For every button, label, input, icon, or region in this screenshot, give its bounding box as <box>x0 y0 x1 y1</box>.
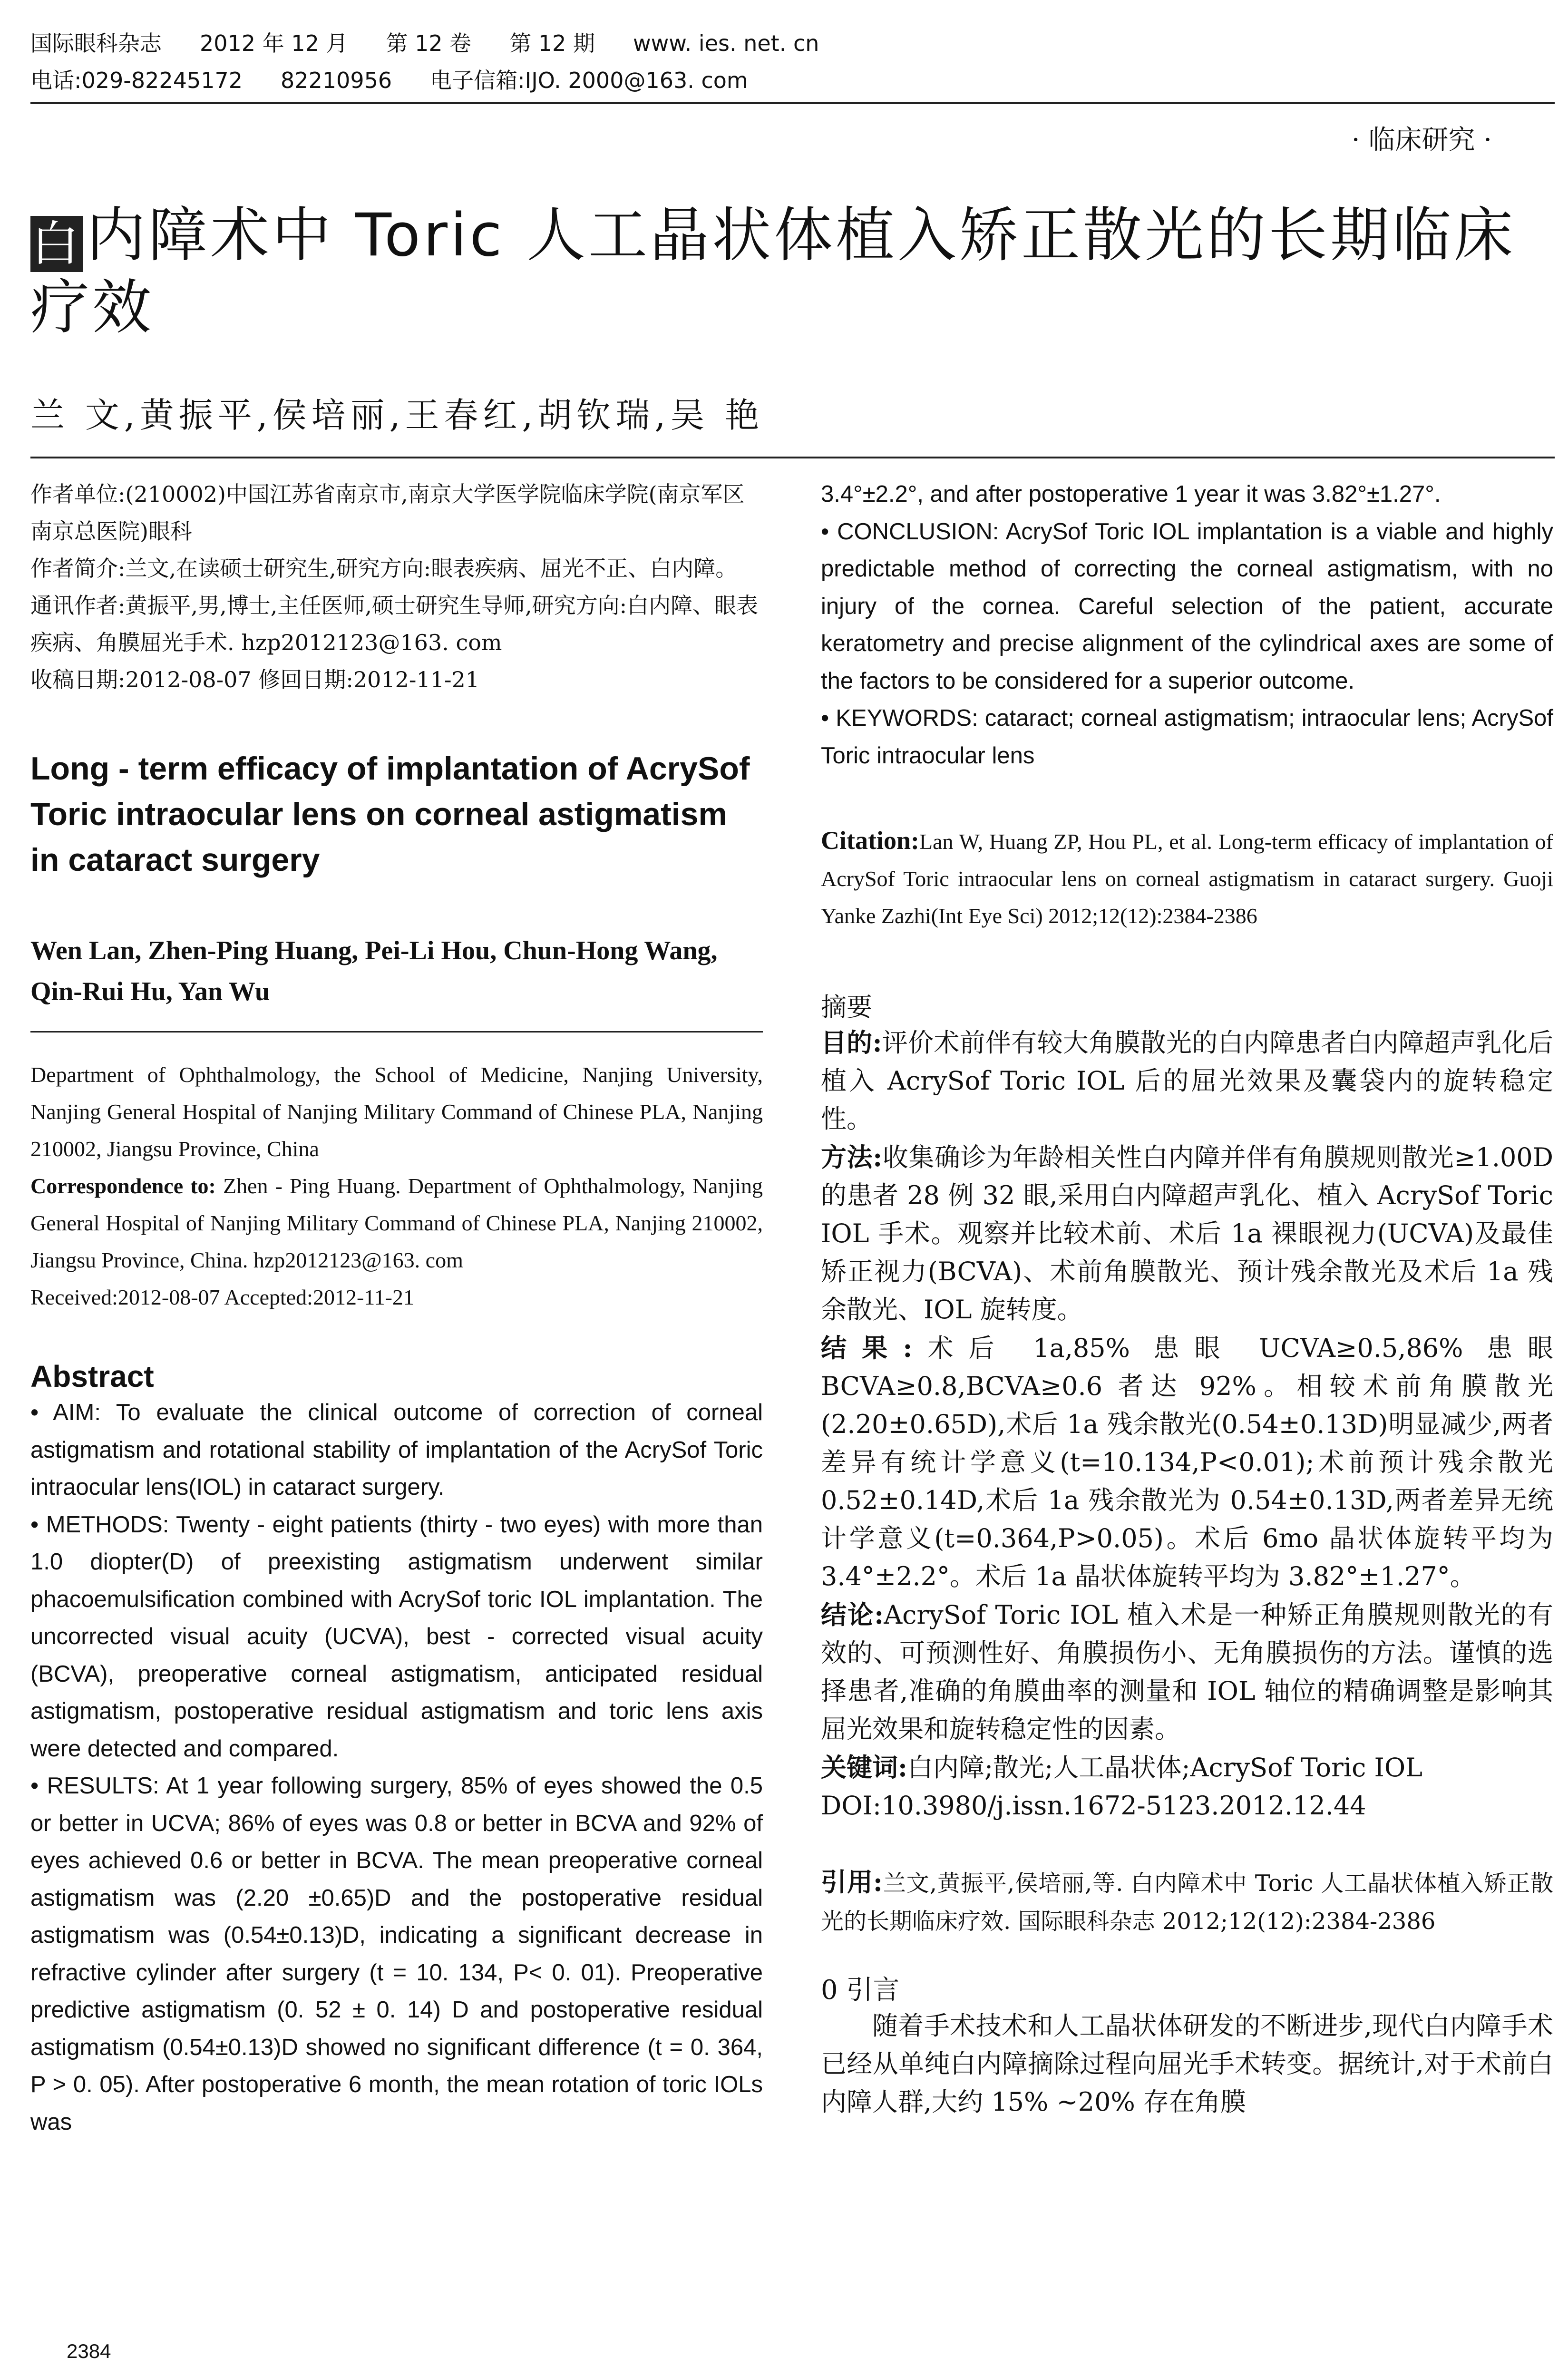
results-text: 术后 1a,85% 患眼 UCVA≥0.5,86% 患眼 BCVA≥0.8,BCVA≥0.6 者达 92%。相较术前角膜散光(2.20±0.65D),术后 1a 残余散光(0.54±0.13D)明显减少,两者差异有统计学意义(t=10.134,P<0.01);术前预计残余散光 0.52±0.14D,术后 1a 残余散光为 0.54±0.13D,两者差异无统计学意义(t=0.364,P>0.05)。术后 6mo 晶状体旋转平均为 3.4°±2.2°。术后 1a 晶状体旋转平均为 3.82°±1.27°。 <box>821 1333 1554 1591</box>
authors-rule <box>30 1031 763 1033</box>
english-authors: Wen Lan, Zhen-Ping Huang, Pei-Li Hou, Chun-Hong Wang, Qin-Rui Hu, Yan Wu <box>30 936 718 1006</box>
title-text: 内障术中 Toric 人工晶状体植入矫正散光的长期临床疗效 <box>30 201 1516 342</box>
journal-header <box>30 25 857 99</box>
english-title: Long - term efficacy of implantation of AcrySof Toric intraocular lens on corneal astigmatism in cataract surgery <box>30 750 750 878</box>
received-dates: Received:2012-08-07 Accepted:2012-11-21 <box>30 1285 414 1309</box>
volume: 第 12 卷 <box>386 30 472 56</box>
title-rule <box>30 457 1555 458</box>
author-unit: 作者单位:(210002)中国江苏省南京市,南京大学医学院临床学院(南京军区南京总医院)眼科 <box>30 481 745 544</box>
header-line-1 <box>30 25 857 62</box>
conclusion-cn <box>821 1596 1553 1748</box>
email: 电子信箱:IJO. 2000@163. com <box>430 68 748 93</box>
conclusion-label: 结论: <box>821 1599 884 1630</box>
title-initial: 白 <box>31 216 82 272</box>
correspondence-label: Correspondence to: <box>30 1174 216 1198</box>
citation-label: Citation: <box>821 826 919 855</box>
affiliation: Department of Ophthalmology, the School of Medicine, Nanjing University, Nanjing General Hospital of Nanjing Military Command of Chinese PLA, Nanjing 210002, Jiangsu Province, China <box>30 1062 763 1161</box>
left-column <box>30 476 763 2141</box>
journal-name: 国际眼科杂志 <box>30 30 162 56</box>
methods-label: 方法: <box>821 1142 883 1172</box>
purpose-text: 评价术前伴有较大角膜散光的白内障患者白内障超声乳化后植入 AcrySof Toric IOL 后的屈光效果及囊袋内的旋转稳定性。 <box>821 1028 1553 1134</box>
correspondence <box>30 1168 763 1279</box>
intro-heading: 0 引言 <box>821 1975 900 2006</box>
corresponding-author: 通讯作者:黄振平,男,博士,主任医师,硕士研究生导师,研究方向:白内障、眼表疾病、角膜屈光手术. hzp2012123@163. com <box>30 593 759 655</box>
purpose-label: 目的: <box>821 1027 882 1058</box>
results-cn <box>821 1329 1553 1596</box>
keywords-label: 关键词: <box>821 1752 907 1783</box>
phone: 电话:029-82245172 <box>30 68 243 93</box>
header-rule <box>30 102 1555 104</box>
keywords-cn <box>821 1748 1553 1787</box>
issue-date: 2012 年 12 月 <box>200 30 348 56</box>
abstract-keywords: • KEYWORDS: cataract; corneal astigmatism; intraocular lens; AcrySof Toric intraocular lens <box>821 705 1553 769</box>
abstract-results: • RESULTS: At 1 year following surgery, 85% of eyes showed the 0.5 or better in UCVA; 86% of eyes was 0.8 or better in BCVA and 92% of eyes achieved 0.6 or better in BCVA. The mean preoperative corneal astigmatism was (2.20 ±0.65)D and the postoperative residual astigmatism was (0.54±0.13)D, indicating a significant decrease in refractive cylinder after surgery (t = 10. 134, P< 0. 01). Preoperative predictive astigmatism (0. 52 ± 0. 14) D and postoperative residual astigmatism (0.54±0.13)D showed no significant difference (t = 0. 364, P > 0. 05). After postoperative 6 month, the mean rotation of toric IOLs was <box>30 1773 763 2135</box>
page-number: 2384 <box>67 2340 111 2362</box>
section-tag: · 临床研究 · <box>1351 125 1492 156</box>
conclusion-text: AcrySof Toric IOL 植入术是一种矫正角膜规则散光的有效的、可预测性好、角膜损伤小、无角膜损伤的方法。谨慎的选择患者,准确的角膜曲率的测量和 IOL 轴位的精确调整是影响其屈光效果和旋转稳定性的因素。 <box>821 1600 1554 1744</box>
author-bio: 作者简介:兰文,在读硕士研究生,研究方向:眼表疾病、屈光不正、白内障。 <box>30 555 738 581</box>
abstract-results-cont: 3.4°±2.2°, and after postoperative 1 year it was 3.82°±1.27°. <box>821 481 1441 507</box>
issue: 第 12 期 <box>509 30 595 56</box>
abstract-conclusion: • CONCLUSION: AcrySof Toric IOL implantation is a viable and highly predictable method of correcting the corneal astigmatism, with no injury of the cornea. Careful selection of the patient, accurate keratometry and precise alignment of the cylindrical axes are some of the factors to be considered for a superior outcome. <box>821 518 1553 694</box>
website: www. ies. net. cn <box>633 30 819 56</box>
abstract-aim: • AIM: To evaluate the clinical outcome of correction of corneal astigmatism and rotational stability of implantation of the AcrySof Toric intraocular lens(IOL) in cataract surgery. <box>30 1400 763 1500</box>
abstract-cn-heading: 摘要 <box>821 992 872 1022</box>
citation <box>821 822 1553 935</box>
cite-text: 兰文,黄振平,侯培丽,等. 白内障术中 Toric 人工晶状体植入矫正散光的长期临床疗效. 国际眼科杂志 2012;12(12):2384-2386 <box>821 1870 1553 1935</box>
purpose-cn <box>821 1023 1553 1138</box>
authors-cn: 兰 文,黄振平,侯培丽,王春红,胡钦瑞,吴 艳 <box>30 395 764 435</box>
intro-paragraph: 随着手术技术和人工晶状体研发的不断进步,现代白内障手术已经从单纯白内障摘除过程向屈光手术转变。据统计,对于术前白内障人群,大约 15% ~20% 存在角膜 <box>821 2011 1553 2117</box>
correspondence-text: Zhen - Ping Huang. Department of Ophthalmology, Nanjing General Hospital of Nanjing Military Command of Chinese PLA, Nanjing 210002, Jiangsu Province, China. hzp2012123@163. com <box>30 1174 763 1272</box>
cite-cn <box>821 1863 1553 1940</box>
results-label: 结果: <box>821 1333 913 1363</box>
methods-cn <box>821 1138 1553 1329</box>
abstract-heading: Abstract <box>30 1359 154 1393</box>
header-line-2 <box>30 62 857 99</box>
received-dates-cn: 收稿日期:2012-08-07 修回日期:2012-11-21 <box>30 667 480 692</box>
methods-text: 收集确诊为年龄相关性白内障并伴有角膜规则散光≥1.00D 的患者 28 例 32 眼,采用白内障超声乳化、植入 AcrySof Toric IOL 手术。观察并比较术前、术后 1a 裸眼视力(UCVA)及最佳矫正视力(BCVA)、术前角膜散光、预计残余散光及术后 1a 残余散光、IOL 旋转度。 <box>821 1142 1553 1325</box>
article-title <box>30 200 1557 343</box>
keywords-text: 白内障;散光;人工晶状体;AcrySof Toric IOL <box>907 1753 1423 1783</box>
phone-2: 82210956 <box>281 68 392 93</box>
abstract-methods: • METHODS: Twenty - eight patients (thirty - two eyes) with more than 1.0 diopter(D) of preexisting astigmatism underwent similar phacoemulsification combined with AcrySof toric IOL implantation. The uncorrected visual acuity (UCVA), best - corrected visual acuity (BCVA), preoperative corneal astigmatism, anticipated residual astigmatism, postoperative residual astigmatism and toric lens axis were detected and compared. <box>30 1511 763 1762</box>
right-column <box>821 476 1553 2121</box>
doi: DOI:10.3980/j.issn.1672-5123.2012.12.44 <box>821 1791 1366 1821</box>
citation-text: Lan W, Huang ZP, Hou PL, et al. Long-term efficacy of implantation of AcrySof Toric intraocular lens on corneal astigmatism in cataract surgery. Guoji Yanke Zazhi(Int Eye Sci) 2012;12(12):2384-2386 <box>821 829 1553 928</box>
cite-label: 引用: <box>821 1867 883 1897</box>
